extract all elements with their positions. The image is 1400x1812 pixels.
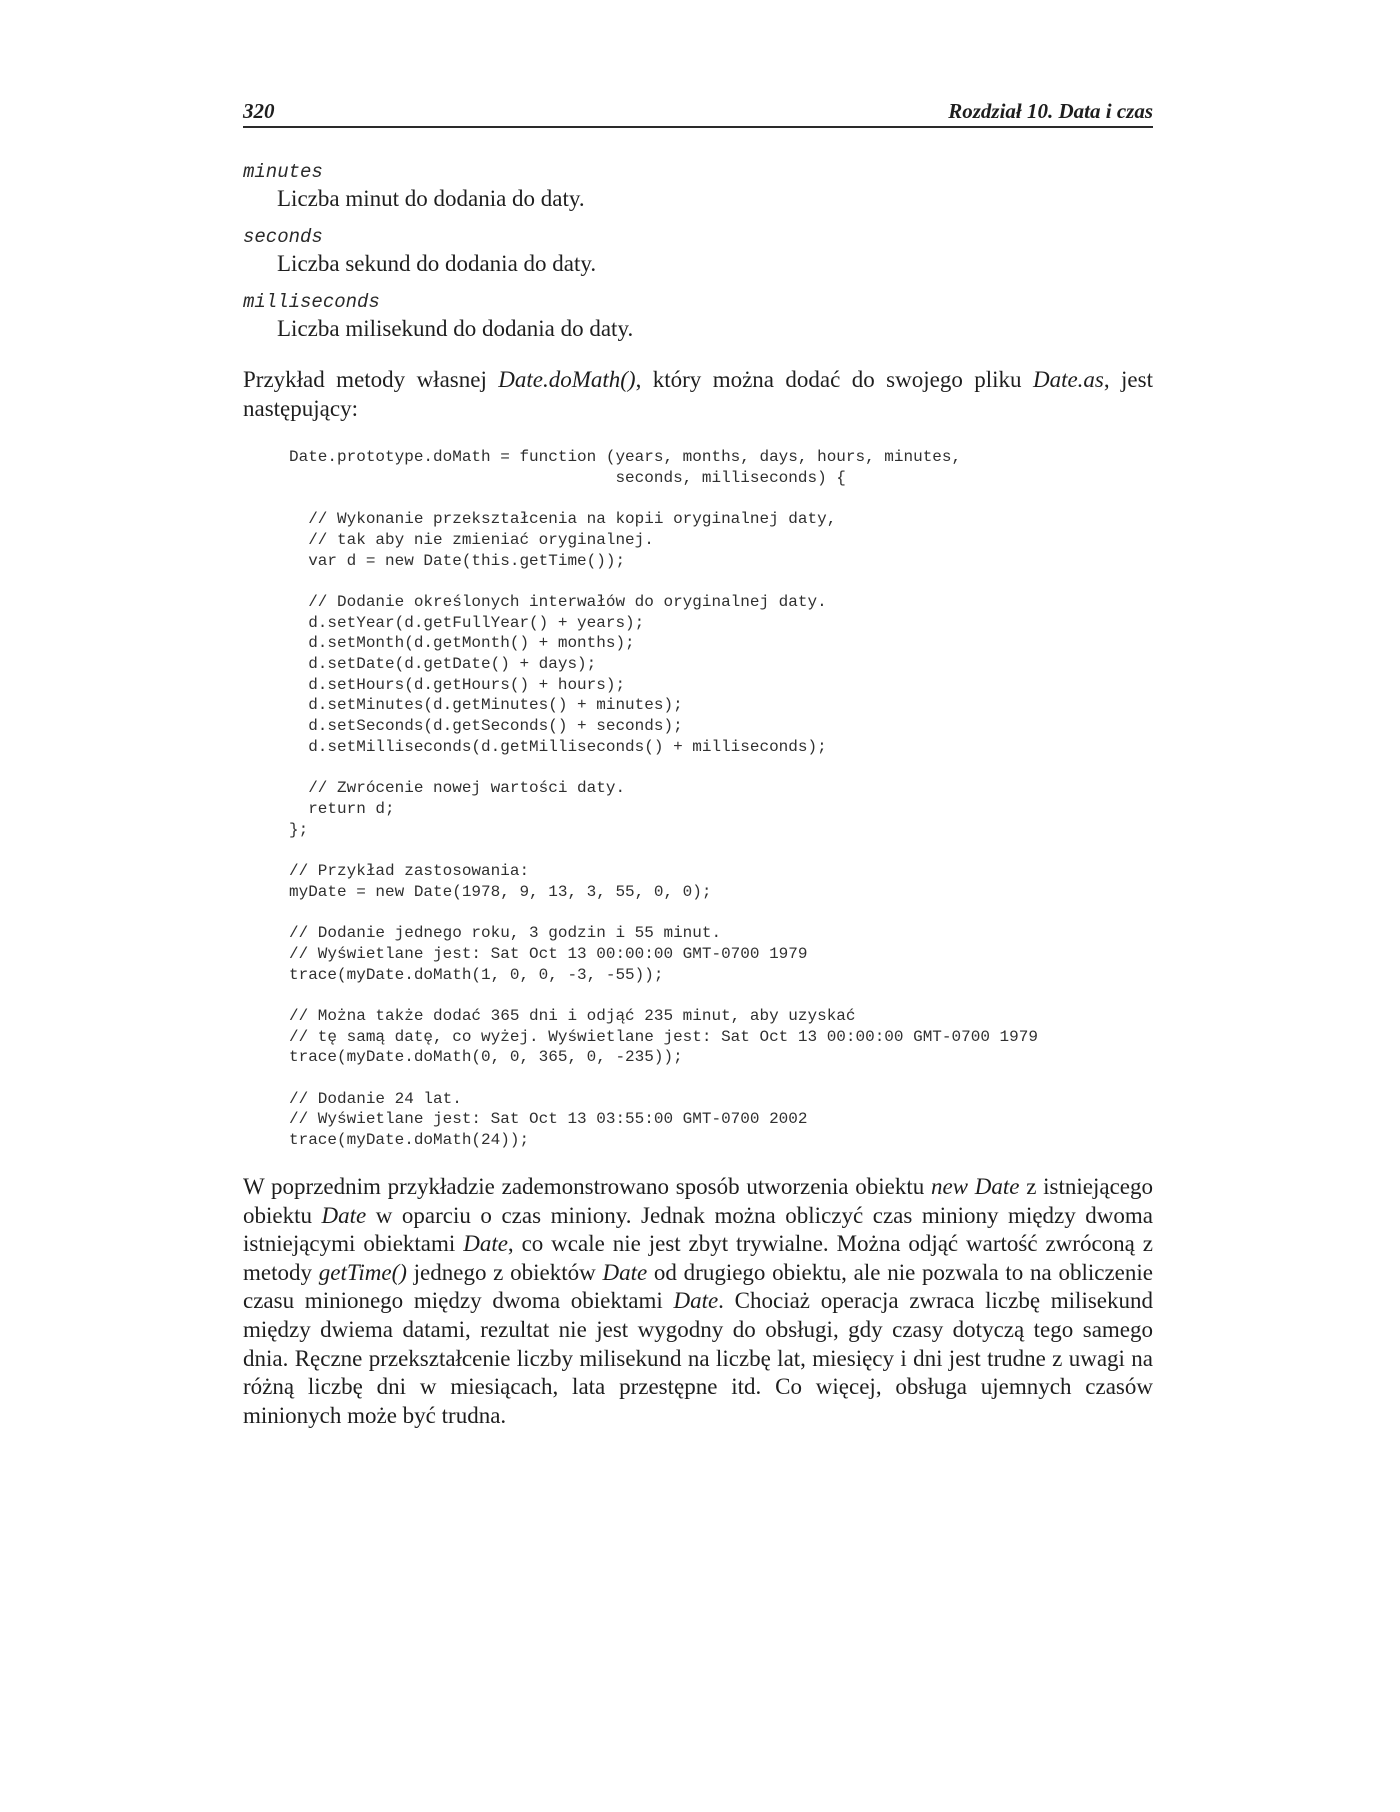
code-line: trace(myDate.doMath(24)); — [289, 1131, 530, 1150]
code-line: // Wyświetlane jest: Sat Oct 13 00:00:00 GMT-0700 1979 — [289, 944, 808, 963]
parameter-list — [243, 160, 1153, 355]
closing-text: od drugiego obiektu, ale nie pozwala to na obliczenie czasu minionego między dwoma obiektami — [243, 1259, 1153, 1314]
code-line: d.setSeconds(d.getSeconds() + seconds); — [289, 717, 683, 736]
code-line: seconds, milliseconds) { — [289, 468, 846, 487]
code-line: }; — [289, 820, 309, 839]
chapter-title: Rozdział 10. Data i czas — [948, 99, 1153, 123]
code-term: Date — [321, 1202, 367, 1228]
parameter-item — [243, 160, 1153, 214]
closing-text: z istniejącego obiektu — [243, 1174, 1153, 1228]
parameter-item — [243, 225, 1153, 279]
intro-text: , jest następujący: — [243, 367, 1153, 421]
intro-text: Przykład metody własnej — [243, 367, 499, 392]
code-line — [289, 902, 1038, 923]
closing-text: . Chociaż operacja zwraca liczbę milisekund między dwiema datami, rezultat nie jest wygodny do obsługi, gdy czasy dotyczą tego samego dnia. Ręczne przekształcenie liczby milisekund na liczbę lat, miesięcy i dni jest trudne z uwagi na różną liczbę dni w miesiącach, lata przestępne itd. Co więcej, obsługa ujemnych czasów minionych może być trudna. — [243, 1288, 1153, 1428]
code-line: return d; — [289, 799, 395, 818]
code-term: Date — [602, 1259, 648, 1285]
code-line: d.setMinutes(d.getMinutes() + minutes); — [289, 696, 683, 715]
parameter-description: Liczba minut do dodania do daty. — [277, 186, 585, 211]
parameter-name: seconds — [243, 226, 323, 248]
code-line: // Dodanie 24 lat. — [289, 1089, 462, 1108]
parameter-name: milliseconds — [243, 291, 380, 313]
code-line: // Dodanie określonych interwałów do oryginalnej daty. — [289, 592, 827, 611]
parameter-description: Liczba milisekund do dodania do daty. — [277, 316, 634, 341]
code-term: Date — [673, 1288, 719, 1314]
code-line — [289, 985, 1038, 1006]
code-line: d.setMonth(d.getMonth() + months); — [289, 634, 635, 653]
page-number: 320 — [243, 99, 275, 123]
parameter-description: Liczba sekund do dodania do daty. — [277, 251, 597, 276]
code-line: d.setDate(d.getDate() + days); — [289, 655, 597, 673]
code-term: Date — [463, 1231, 508, 1257]
code-line: d.setMilliseconds(d.getMilliseconds() + milliseconds); — [289, 737, 827, 756]
code-line — [289, 840, 1038, 861]
code-line: // Wyświetlane jest: Sat Oct 13 03:55:00 GMT-0700 2002 — [289, 1110, 808, 1129]
closing-text: W poprzednim przykładzie zademonstrowano sposób utworzenia obiektu — [243, 1174, 931, 1199]
file-name: Date.as — [1032, 367, 1104, 392]
code-line — [289, 1068, 1038, 1089]
code-line: // Można także dodać 365 dni i odjąć 235 minut, aby uzyskać — [289, 1006, 856, 1025]
code-line — [289, 758, 1038, 779]
parameter-item — [243, 290, 1153, 344]
code-line: var d = new Date(this.getTime()); — [289, 551, 626, 570]
intro-paragraph — [243, 365, 1153, 423]
code-line — [289, 488, 1038, 509]
closing-paragraph — [243, 1173, 1153, 1430]
code-line: // tę samą datę, co wyżej. Wyświetlane jest: Sat Oct 13 00:00:00 GMT-0700 1979 — [289, 1027, 1038, 1046]
code-line: myDate = new Date(1978, 9, 13, 3, 55, 0, 0); — [289, 882, 712, 901]
code-line: // Zwrócenie nowej wartości daty. — [289, 779, 626, 798]
closing-text: , co wcale nie jest zbyt trywialne. Można odjąć wartość zwróconą z metody — [243, 1231, 1153, 1285]
parameter-name: minutes — [243, 161, 323, 183]
code-line — [289, 571, 1038, 592]
intro-text: , który można dodać do swojego pliku — [635, 367, 1033, 392]
code-line: // Przykład zastosowania: — [289, 862, 530, 880]
code-line: d.setYear(d.getFullYear() + years); — [289, 613, 645, 632]
closing-text: w oparciu o czas miniony. Jednak można obliczyć czas miniony między dwoma istniejącymi obiektami — [243, 1202, 1153, 1257]
running-header — [243, 96, 1153, 128]
code-line: // Dodanie jednego roku, 3 godzin i 55 minut. — [289, 924, 722, 943]
code-line: Date.prototype.doMath = function (years, months, days, hours, minutes, — [289, 448, 962, 466]
code-term: getTime() — [318, 1259, 407, 1285]
code-line: d.setHours(d.getHours() + hours); — [289, 675, 626, 694]
code-term: new Date — [930, 1174, 1020, 1199]
method-name: Date.doMath() — [498, 367, 636, 392]
code-line: trace(myDate.doMath(1, 0, 0, -3, -55)); — [289, 965, 664, 984]
closing-text: jednego z obiektów — [406, 1259, 603, 1285]
code-listing — [289, 447, 1038, 1151]
code-line: // Wykonanie przekształcenia na kopii oryginalnej daty, — [289, 510, 837, 529]
code-line: // tak aby nie zmieniać oryginalnej. — [289, 530, 654, 549]
code-line: trace(myDate.doMath(0, 0, 365, 0, -235)); — [289, 1048, 683, 1067]
